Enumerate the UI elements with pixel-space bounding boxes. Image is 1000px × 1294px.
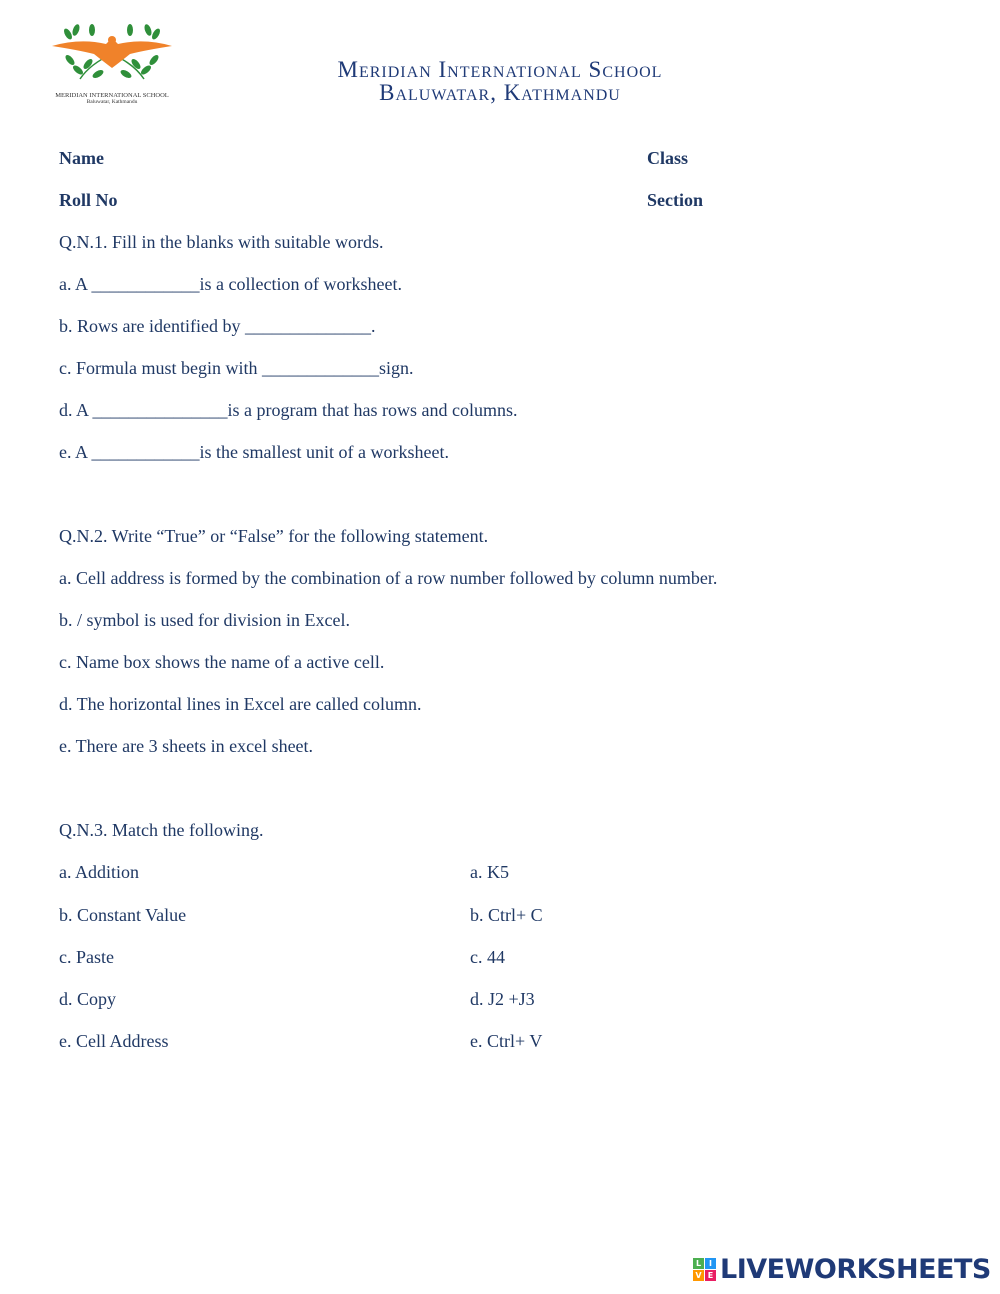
school-location: Baluwatar, Kathmandu: [379, 80, 621, 105]
q3-left-c: c. Paste: [59, 947, 114, 967]
q1-title: Q.N.1. Fill in the blanks with suitable words.: [59, 232, 384, 252]
section-label: Section: [647, 190, 703, 210]
name-label: Name: [59, 148, 104, 168]
q3-left-d: d. Copy: [59, 989, 117, 1009]
q3-title: Q.N.3. Match the following.: [59, 820, 264, 840]
logo-letter-i: I: [705, 1258, 716, 1269]
q3-right-b: b. Ctrl+ C: [470, 905, 543, 925]
q3-right-c: c. 44: [470, 947, 505, 967]
q3-left-a: a. Addition: [59, 862, 139, 882]
logo-caption: MERIDIAN INTERNATIONAL SCHOOL: [55, 92, 169, 99]
q2-item-c: c. Name box shows the name of a active cell.: [59, 652, 385, 672]
school-heading: [200, 58, 800, 104]
q3-right-d: d. J2 +J3: [470, 989, 535, 1009]
q3-right-e: e. Ctrl+ V: [470, 1031, 543, 1051]
q1-item-d: d. A _______________is a program that has rows and columns.: [59, 400, 518, 420]
logo-letter-e: E: [705, 1270, 716, 1281]
school-name: Meridian International School: [337, 57, 663, 82]
liveworksheets-brand[interactable]: [693, 1254, 991, 1284]
liveworksheets-logo-icon: [693, 1258, 716, 1281]
school-logo: [50, 24, 174, 110]
logo-subcaption: Baluwatar, Kathmandu: [86, 99, 138, 106]
liveworksheets-text: LIVEWORKSHEETS: [720, 1253, 991, 1285]
q2-item-b: b. / symbol is used for division in Excel.: [59, 610, 350, 630]
class-label: Class: [647, 148, 689, 168]
q2-item-d: d. The horizontal lines in Excel are called column.: [59, 694, 422, 714]
logo-letter-v: V: [693, 1270, 704, 1281]
q3-left-b: b. Constant Value: [59, 905, 187, 925]
q1-item-b: b. Rows are identified by ______________.: [59, 316, 376, 336]
q3-right-a: a. K5: [470, 862, 509, 882]
q3-left-e: e. Cell Address: [59, 1031, 169, 1051]
q1-item-a: a. A ____________is a collection of worksheet.: [59, 274, 402, 294]
roll-no-label: Roll No: [59, 190, 118, 210]
q2-item-e: e. There are 3 sheets in excel sheet.: [59, 736, 314, 756]
q1-item-e: e. A ____________is the smallest unit of a worksheet.: [59, 442, 449, 462]
q1-item-c: c. Formula must begin with _____________sign.: [59, 358, 414, 378]
eagle-emblem-icon: [50, 24, 174, 90]
q2-title: Q.N.2. Write “True” or “False” for the following statement.: [59, 526, 489, 546]
q2-item-a: a. Cell address is formed by the combination of a row number followed by column number.: [59, 568, 718, 588]
logo-letter-l: L: [693, 1258, 704, 1269]
